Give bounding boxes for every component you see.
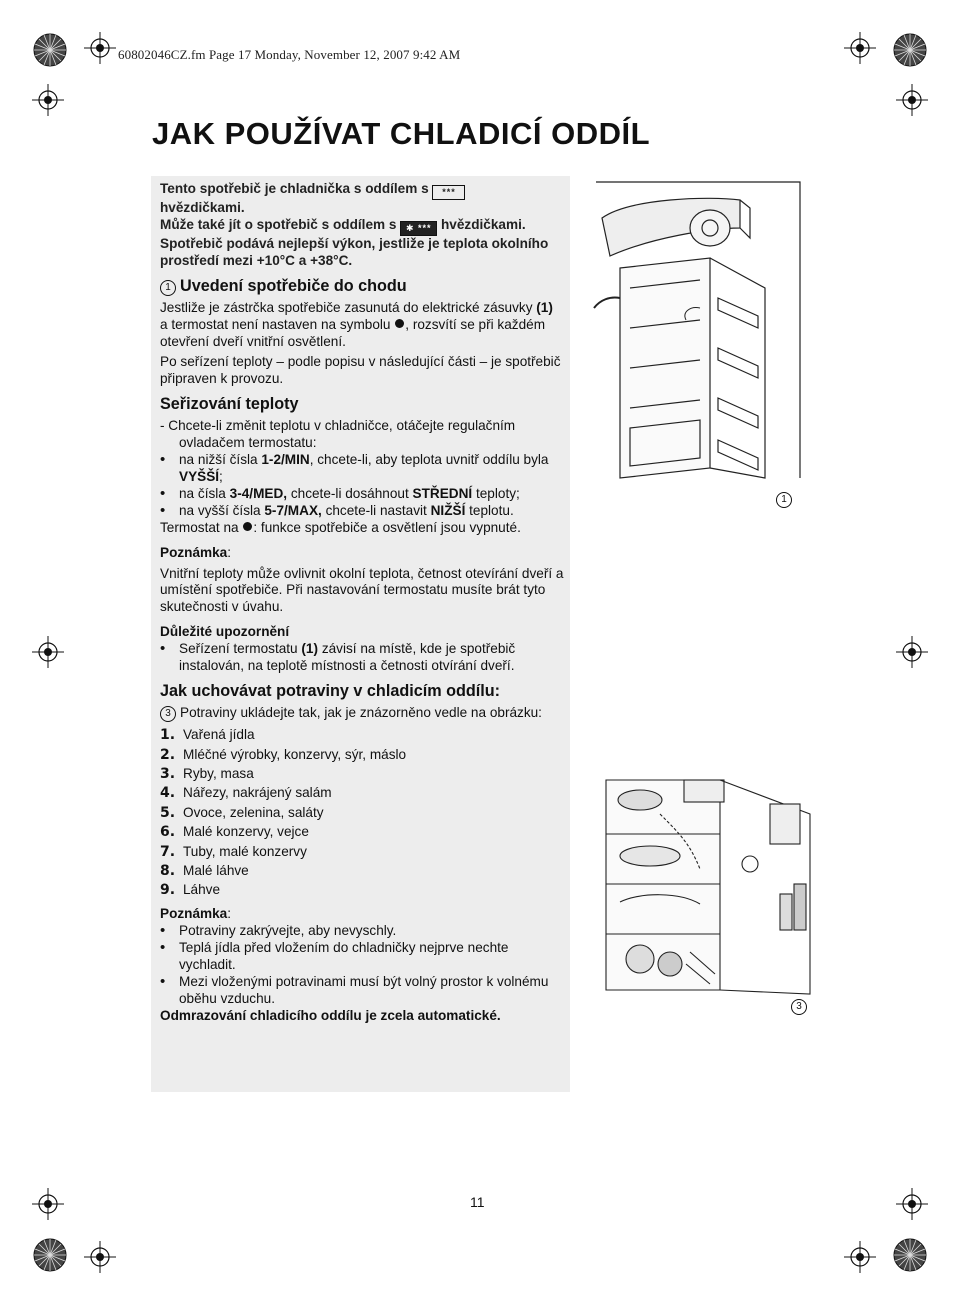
body-text: na vyšší čísla xyxy=(179,502,261,518)
item-text: Tuby, malé konzervy xyxy=(183,843,307,859)
emphasis-text: STŘEDNÍ xyxy=(412,485,473,501)
four-star-compartment-icon: ✱ *** xyxy=(400,221,437,236)
item-number: 5. xyxy=(160,804,176,821)
note-paragraph: Vnitřní teploty může ovlivnit okolní teplota, četnost otevírání dveří a umístění spotřebiče. Při nastavování termostatu musíte brát tyto skutečnosti v úvahu. xyxy=(160,565,564,615)
item-text: Ovoce, zelenina, saláty xyxy=(183,804,324,820)
fridge-thermostat-illustration xyxy=(590,178,804,490)
intro-text: hvězdičkami. xyxy=(441,216,526,232)
body-text: chcete-li nastavit xyxy=(325,502,427,518)
setting-value: 5-7/MAX, xyxy=(264,502,322,518)
item-text: Nářezy, nakrájený salám xyxy=(183,785,332,801)
note-label xyxy=(160,545,564,562)
list-item: • Mezi vloženými potravinami musí být volný prostor k volnému oběhu vzduchu. xyxy=(160,974,564,1008)
item-text: Ryby, masa xyxy=(183,765,254,781)
thermostat-off-note xyxy=(160,520,564,537)
body-text: závisí na místě, kde je spotřebič instalován, na teplotě místnosti a četnosti otvírání dveří. xyxy=(179,641,516,674)
list-item xyxy=(160,881,564,900)
item-text: Malé konzervy, vejce xyxy=(183,824,309,840)
temperature-instruction: - Chcete-li změnit teplotu v chladničce, otáčejte regulačním ovladačem termostatu: xyxy=(160,418,516,451)
reference-number: (1) xyxy=(536,299,553,315)
list-item xyxy=(160,862,564,881)
warning-list xyxy=(160,641,564,675)
figure-marker-1: 1 xyxy=(776,492,792,508)
intro-text: hvězdičkami. xyxy=(160,200,245,215)
punctuation: : xyxy=(227,544,232,560)
reference-number: (1) xyxy=(301,641,319,657)
item-text: Mléčné výrobky, konzervy, sýr, máslo xyxy=(183,746,407,762)
body-text: ; xyxy=(219,468,223,484)
body-text: teplotu. xyxy=(469,502,514,518)
item-number: 8. xyxy=(160,862,176,879)
storage-intro xyxy=(160,705,564,722)
note-label xyxy=(160,906,564,923)
content-column xyxy=(160,181,564,1025)
body-text: Potraviny ukládejte tak, jak je znázorněno vedle na obrázku: xyxy=(180,704,542,720)
list-item xyxy=(160,486,564,503)
body-text: , rozsvítí se při každém otevření dveří vnitřní osvětlení. xyxy=(160,316,546,349)
warning-label: Důležité upozornění xyxy=(160,624,290,640)
list-item xyxy=(160,745,564,764)
body-text: na čísla xyxy=(179,485,226,501)
item-number: 2. xyxy=(160,746,176,763)
item-text: Vařená jídla xyxy=(183,727,255,743)
body-text: na nižší čísla xyxy=(179,452,258,468)
item-number: 4. xyxy=(160,785,176,802)
item-number: 9. xyxy=(160,882,176,899)
body-text: teploty; xyxy=(475,485,520,501)
step-number-icon: 3 xyxy=(160,706,176,722)
list-item xyxy=(160,452,564,486)
list-item: • Potraviny zakrývejte, aby nevyschly. xyxy=(160,923,564,940)
item-number: 1. xyxy=(160,727,176,744)
list-item xyxy=(160,641,564,675)
emphasis-text: VYŠŠÍ xyxy=(179,468,220,484)
off-symbol-icon xyxy=(243,522,252,531)
star-compartment-icon: *** xyxy=(432,185,465,200)
setting-value: 3-4/MED, xyxy=(229,485,288,501)
list-item xyxy=(160,765,564,784)
item-number: 7. xyxy=(160,843,176,860)
page-number: 11 xyxy=(470,1194,485,1210)
intro-text: Může také jít o spotřebič s oddílem s xyxy=(160,216,397,232)
step-number-icon: 1 xyxy=(160,280,176,296)
body-text: a termostat není nastaven na symbolu xyxy=(160,316,391,332)
list-item xyxy=(160,823,564,842)
item-text: Láhve xyxy=(183,882,221,898)
item-text: Malé láhve xyxy=(183,862,249,878)
print-header: 60802046CZ.fm Page 17 Monday, November 12, 2007 9:42 AM xyxy=(118,47,461,62)
defrost-note: Odmrazování chladicího oddílu je zcela automatické. xyxy=(160,1007,501,1023)
note-label-text: Poznámka xyxy=(160,906,228,922)
section-heading-temperature: Seřizování teploty xyxy=(160,395,299,414)
item-number: 3. xyxy=(160,765,176,782)
intro-text: Tento spotřebič je chladnička s oddílem s xyxy=(160,181,429,196)
punctuation: : xyxy=(227,906,232,922)
emphasis-text: NIŽŠÍ xyxy=(430,502,466,518)
startup-paragraph xyxy=(160,300,564,351)
body-text: chcete-li dosáhnout xyxy=(290,485,409,501)
body-text: , chcete-li, aby teplota uvnitř oddílu byla xyxy=(309,452,549,468)
list-item xyxy=(160,726,564,745)
body-text: : funkce spotřebiče a osvětlení jsou vypnuté. xyxy=(253,519,521,535)
page-title: JAK POUŽÍVAT CHLADICÍ ODDÍL xyxy=(152,116,651,151)
section-heading-storage: Jak uchovávat potraviny v chladicím oddílu: xyxy=(160,681,501,700)
setting-value: 1-2/MIN xyxy=(261,452,310,468)
note-list xyxy=(160,923,564,1008)
startup-paragraph-2: Po seřízení teploty – podle popisu v následující části – je spotřebič připraven k provozu. xyxy=(160,354,561,387)
body-text: Seřízení termostatu xyxy=(179,641,298,657)
food-storage-illustration xyxy=(600,774,818,996)
body-text: Jestliže je zástrčka spotřebiče zasunutá do elektrické zásuvky xyxy=(160,299,533,315)
list-item xyxy=(160,842,564,861)
section-heading-text: Uvedení spotřebiče do chodu xyxy=(180,276,407,295)
storage-list xyxy=(160,726,564,901)
body-text: Termostat na xyxy=(160,519,239,535)
list-item xyxy=(160,784,564,803)
figure-marker-3: 3 xyxy=(791,999,807,1015)
intro-paragraph xyxy=(160,181,564,270)
list-item xyxy=(160,804,564,823)
item-number: 6. xyxy=(160,824,176,841)
off-symbol-icon xyxy=(395,319,404,328)
list-item xyxy=(160,503,564,520)
intro-text: Spotřebič podává nejlepší výkon, jestliže je teplota okolního prostředí mezi +10°C a +38°C. xyxy=(160,235,549,268)
note-label-text: Poznámka xyxy=(160,544,228,560)
temperature-list xyxy=(160,452,564,520)
list-item: • Teplá jídla před vložením do chladničky nejprve nechte vychladit. xyxy=(160,940,564,974)
section-heading-startup xyxy=(160,276,564,296)
